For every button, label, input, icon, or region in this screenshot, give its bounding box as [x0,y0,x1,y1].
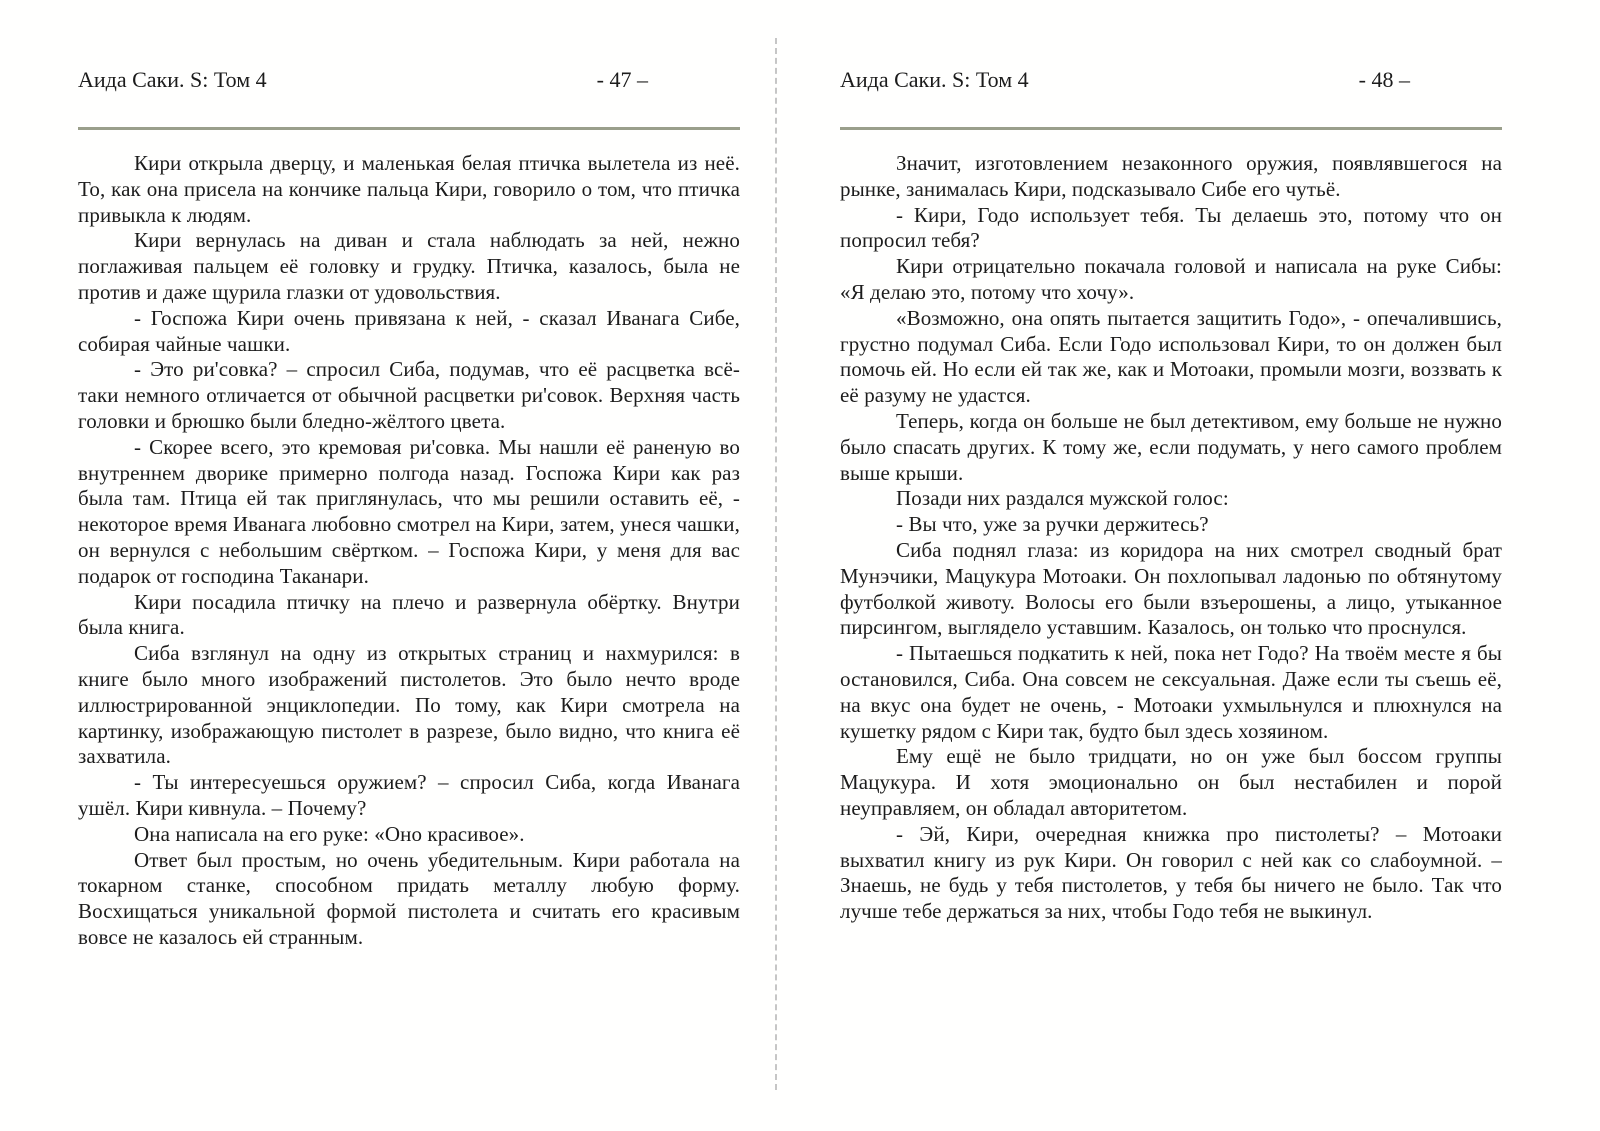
paragraph: «Возможно, она опять пытается защитить Годо», - опечалившись, грустно подумал Сиба. Если Годо использовал Кири, то он должен был помочь ей. Но если ей так же, как и Мотоаки, промыли мозги, воззвать к её разуму не удастся. [840,305,1502,408]
paragraph: Кири открыла дверцу, и маленькая белая птичка вылетела из неё. То, как она присела на кончике пальца Кири, говорило о том, что птичка привыкла к людям. [78,151,740,227]
paragraph: - Пытаешься подкатить к ней, пока нет Годо? На твоём месте я бы остановился, Сиба. Она совсем не сексуальная. Даже если ты съешь её, на вкус она будет не очень, - Мотоаки ухмыльнулся и плюхнулся на кушетку рядом с Кири так, будто был здесь хозяином. [840,641,1502,743]
paragraph: - Скорее всего, это кремовая ри'совка. Мы нашли её раненую во внутреннем дворике примерно полгода назад. Госпожа Кири как раз была там. Птица ей так приглянулась, что мы решили оставить её, - некоторое время Иванага любовно смотрел на Кири, затем, унеся чашки, он вернулся с небольшим свёртком. – Госпожа Кири, у меня для вас подарок от господина Таканари. [78,434,740,588]
paragraph: Ему ещё не было тридцати, но он уже был боссом группы Мацукура. И хотя эмоционально он был нестабилен и порой неуправляем, он обладал авторитетом. [840,744,1502,820]
paragraph: Позади них раздался мужской голос: [896,486,1229,511]
paragraph: - Ты интересуешься оружием? – спросил Сиба, когда Иванага ушёл. Кири кивнула. – Почему? [78,770,740,820]
page-body-text [840,151,1502,925]
page-right [840,0,1502,925]
paragraph: Значит, изготовлением незаконного оружия, появлявшегося на рынке, занималась Кири, подсказывало Сибе его чутьё. [840,151,1502,201]
page-left [78,0,740,951]
page-number: - 47 – [596,67,648,92]
page-header [840,0,1502,96]
page-body-text [78,151,740,951]
paragraph: Она написала на его руке: «Оно красивое». [134,821,525,846]
paragraph: Сиба поднял глаза: из коридора на них смотрел сводный брат Мунэчики, Мацукура Мотоаки. Он похлопывал ладонью по обтянутому футболкой животу. Волосы его были взъерошены, а лицо, утыканное пирсингом, выглядело уставшим. Казалось, он только что проснулся. [840,537,1502,640]
paragraph: Кири посадила птичку на плечо и развернула обёртку. Внутри была книга. [78,589,740,640]
paragraph: Ответ был простым, но очень убедительным. Кири работала на токарном станке, способном придать металлу любую форму. Восхищаться уникальной формой пистолета и считать его красивым вовсе не казалось ей странным. [78,847,740,949]
paragraph: - Госпожа Кири очень привязана к ней, - сказал Иванага Сибе, собирая чайные чашки. [78,305,740,356]
page-divider [775,38,777,1090]
header-rule [840,127,1502,130]
page-header [78,0,740,96]
header-rule [78,127,740,130]
paragraph: Кири вернулась на диван и стала наблюдать за ней, нежно поглаживая пальцем её головку и грудку. Птичка, казалось, была не против и даже щурила глазки от удовольствия. [78,228,740,304]
paragraph: Кири отрицательно покачала головой и написала на руке Сибы: «Я делаю это, потому что хочу». [840,254,1502,304]
book-title: Аида Саки. S: Том 4 [840,67,1029,92]
paragraph: - Это ри'совка? – спросил Сиба, подумав, что её расцветка всё-таки немного отличается от обычной расцветки ри'совок. Верхняя часть головки и брюшко были бледно-жёлтого цвета. [78,357,740,433]
page-number: - 48 – [1358,67,1410,92]
paragraph: Теперь, когда он больше не был детективом, ему больше не нужно было спасать других. К тому же, если подумать, у него самого проблем выше крыши. [840,408,1502,485]
paragraph: Сиба взглянул на одну из открытых страниц и нахмурился: в книге было много изображений пистолетов. Это было нечто вроде иллюстрированной энциклопедии. По тому, как Кири смотрела на картинку, изображающую пистолет в разрезе, было видно, что книга её захватила. [78,641,740,769]
paragraph: - Вы что, уже за ручки держитесь? [896,512,1209,537]
book-title: Аида Саки. S: Том 4 [78,67,267,92]
paragraph: - Кири, Годо использует тебя. Ты делаешь это, потому что он попросил тебя? [840,202,1502,253]
paragraph: - Эй, Кири, очередная книжка про пистолеты? – Мотоаки выхватил книгу из рук Кири. Он говорил с ней как со слабоумной. – Знаешь, не будь у тебя пистолетов, у тебя бы ничего не было. Так что лучше тебе держаться за них, чтобы Годо тебя не выкинул. [840,821,1502,924]
